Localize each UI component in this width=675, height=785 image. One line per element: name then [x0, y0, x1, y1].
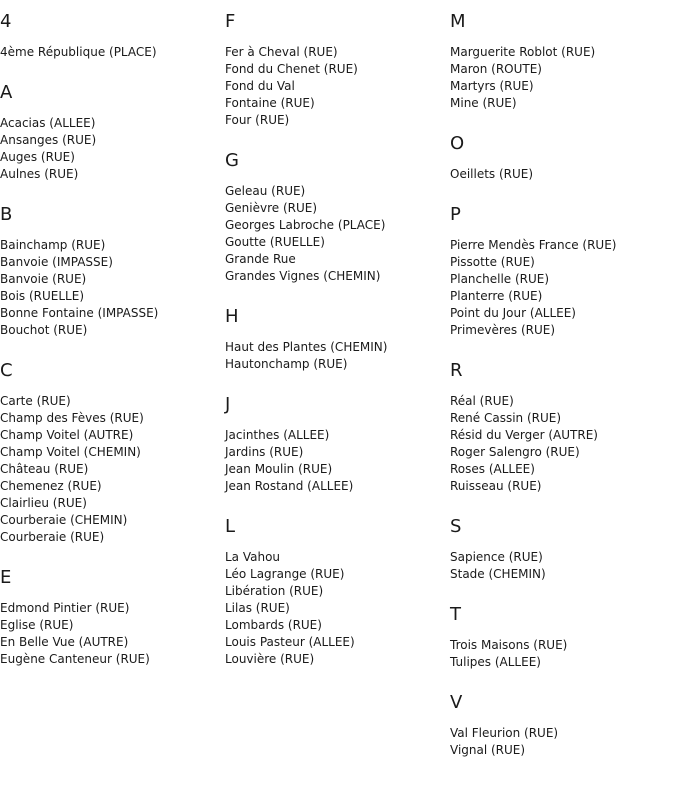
letter-heading: S: [450, 516, 462, 537]
street-link[interactable]: Pissotte (RUE): [450, 255, 535, 269]
street-link[interactable]: Edmond Pintier (RUE): [0, 601, 130, 615]
street-list: [0, 600, 220, 668]
letter-heading: G: [225, 150, 239, 171]
street-link[interactable]: Oeillets (RUE): [450, 167, 534, 181]
street-link[interactable]: Pierre Mendès France (RUE): [450, 238, 617, 252]
street-list: [225, 339, 445, 373]
street-link[interactable]: Auges (RUE): [0, 150, 75, 164]
street-link[interactable]: Lombards (RUE): [225, 618, 322, 632]
index-column-1: [0, 12, 220, 690]
street-list: [225, 44, 445, 129]
letter-heading: R: [450, 360, 463, 381]
street-link[interactable]: Courberaie (RUE): [0, 530, 105, 544]
street-list: [0, 115, 220, 183]
street-link[interactable]: Louvière (RUE): [225, 652, 315, 666]
street-link[interactable]: Val Fleurion (RUE): [450, 726, 559, 740]
street-list: [0, 44, 220, 61]
street-link[interactable]: Jean Rostand (ALLEE): [225, 479, 354, 493]
letter-heading: L: [225, 516, 236, 537]
street-link[interactable]: Martyrs (RUE): [450, 79, 534, 93]
street-list: [450, 237, 670, 339]
street-link[interactable]: Fond du Chenet (RUE): [225, 62, 358, 76]
street-link[interactable]: Bouchot (RUE): [0, 323, 88, 337]
street-link[interactable]: Geleau (RUE): [225, 184, 306, 198]
street-link[interactable]: Haut des Plantes (CHEMIN): [225, 340, 388, 354]
street-list: [450, 549, 670, 583]
street-link[interactable]: Courberaie (CHEMIN): [0, 513, 128, 527]
letter-section: [450, 361, 670, 495]
street-link[interactable]: Primevères (RUE): [450, 323, 556, 337]
street-link[interactable]: Ansanges (RUE): [0, 133, 97, 147]
letter-section: [225, 151, 445, 285]
street-link[interactable]: 4ème République (PLACE): [0, 45, 157, 59]
letter-heading: E: [0, 567, 12, 588]
street-link[interactable]: Georges Labroche (PLACE): [225, 218, 386, 232]
street-link[interactable]: Chemenez (RUE): [0, 479, 102, 493]
letter-section: [225, 12, 445, 129]
index-column-3: [450, 12, 670, 781]
street-link[interactable]: Jean Moulin (RUE): [225, 462, 333, 476]
street-link[interactable]: Sapience (RUE): [450, 550, 543, 564]
letter-section: [450, 12, 670, 112]
letter-heading: O: [450, 133, 465, 154]
letter-section: [225, 307, 445, 373]
street-link[interactable]: Eglise (RUE): [0, 618, 74, 632]
street-link[interactable]: Planchelle (RUE): [450, 272, 550, 286]
street-link[interactable]: Résid du Verger (AUTRE): [450, 428, 598, 442]
letter-section: [0, 568, 220, 668]
street-link[interactable]: Roger Salengro (RUE): [450, 445, 580, 459]
letter-heading: A: [0, 82, 13, 103]
street-link[interactable]: Hautonchamp (RUE): [225, 357, 348, 371]
street-link[interactable]: Château (RUE): [0, 462, 89, 476]
street-list: [0, 237, 220, 339]
street-link[interactable]: Goutte (RUELLE): [225, 235, 325, 249]
street-link[interactable]: Clairlieu (RUE): [0, 496, 87, 510]
street-link[interactable]: Marguerite Roblot (RUE): [450, 45, 596, 59]
street-link[interactable]: Bois (RUELLE): [0, 289, 84, 303]
letter-section: [450, 134, 670, 183]
street-link[interactable]: Champ des Fèves (RUE): [0, 411, 144, 425]
letter-heading: J: [225, 394, 231, 415]
street-link[interactable]: Bonne Fontaine (IMPASSE): [0, 306, 159, 320]
street-link[interactable]: Grande Rue: [225, 252, 296, 266]
street-link[interactable]: Maron (ROUTE): [450, 62, 542, 76]
letter-heading: C: [0, 360, 13, 381]
street-link[interactable]: Trois Maisons (RUE): [450, 638, 568, 652]
street-link[interactable]: Champ Voitel (AUTRE): [0, 428, 134, 442]
street-list: [450, 725, 670, 759]
letter-section: [450, 693, 670, 759]
street-link[interactable]: Léo Lagrange (RUE): [225, 567, 345, 581]
street-list: [0, 393, 220, 546]
street-link[interactable]: Aulnes (RUE): [0, 167, 79, 181]
street-link[interactable]: Tulipes (ALLEE): [450, 655, 541, 669]
letter-heading: M: [450, 11, 466, 32]
letter-section: [450, 517, 670, 583]
street-link[interactable]: Point du Jour (ALLEE): [450, 306, 576, 320]
letter-section: [0, 205, 220, 339]
letter-section: [450, 205, 670, 339]
letter-heading: V: [450, 692, 463, 713]
street-link[interactable]: Fer à Cheval (RUE): [225, 45, 338, 59]
street-link[interactable]: La Vahou: [225, 550, 281, 564]
street-link[interactable]: Acacias (ALLEE): [0, 116, 96, 130]
street-link[interactable]: Vignal (RUE): [450, 743, 526, 757]
street-link[interactable]: René Cassin (RUE): [450, 411, 562, 425]
street-link[interactable]: Stade (CHEMIN): [450, 567, 546, 581]
street-link[interactable]: Libération (RUE): [225, 584, 324, 598]
street-list: [225, 549, 445, 668]
street-link[interactable]: Genièvre (RUE): [225, 201, 318, 215]
letter-heading: P: [450, 204, 461, 225]
street-link[interactable]: Louis Pasteur (ALLEE): [225, 635, 355, 649]
street-link[interactable]: Banvoie (IMPASSE): [0, 255, 113, 269]
letter-heading: F: [225, 11, 236, 32]
street-list: [450, 393, 670, 495]
street-link[interactable]: Roses (ALLEE): [450, 462, 535, 476]
street-link[interactable]: En Belle Vue (AUTRE): [0, 635, 129, 649]
letter-section: [450, 605, 670, 671]
street-list: [450, 44, 670, 112]
street-list: [225, 427, 445, 495]
street-list: [225, 183, 445, 285]
letter-heading: 4: [0, 11, 12, 32]
street-link[interactable]: Lilas (RUE): [225, 601, 290, 615]
street-link[interactable]: Ruisseau (RUE): [450, 479, 542, 493]
street-list: [450, 166, 670, 183]
letter-section: [225, 517, 445, 668]
letter-section: [225, 395, 445, 495]
letter-heading: T: [450, 604, 461, 625]
street-link[interactable]: Champ Voitel (CHEMIN): [0, 445, 141, 459]
street-link[interactable]: Fontaine (RUE): [225, 96, 315, 110]
letter-section: [0, 361, 220, 546]
street-link[interactable]: Mine (RUE): [450, 96, 517, 110]
street-link[interactable]: Carte (RUE): [0, 394, 71, 408]
street-link[interactable]: Jacinthes (ALLEE): [225, 428, 330, 442]
street-link[interactable]: Réal (RUE): [450, 394, 514, 408]
letter-heading: H: [225, 306, 239, 327]
street-link[interactable]: Grandes Vignes (CHEMIN): [225, 269, 381, 283]
street-link[interactable]: Banvoie (RUE): [0, 272, 87, 286]
letter-section: [0, 12, 220, 61]
street-link[interactable]: Planterre (RUE): [450, 289, 543, 303]
letter-heading: B: [0, 204, 13, 225]
index-column-2: [225, 12, 445, 690]
street-link[interactable]: Bainchamp (RUE): [0, 238, 106, 252]
letter-section: [0, 83, 220, 183]
street-link[interactable]: Fond du Val: [225, 79, 295, 93]
street-link[interactable]: Four (RUE): [225, 113, 290, 127]
street-link[interactable]: Jardins (RUE): [225, 445, 304, 459]
street-list: [450, 637, 670, 671]
street-link[interactable]: Eugène Canteneur (RUE): [0, 652, 150, 666]
